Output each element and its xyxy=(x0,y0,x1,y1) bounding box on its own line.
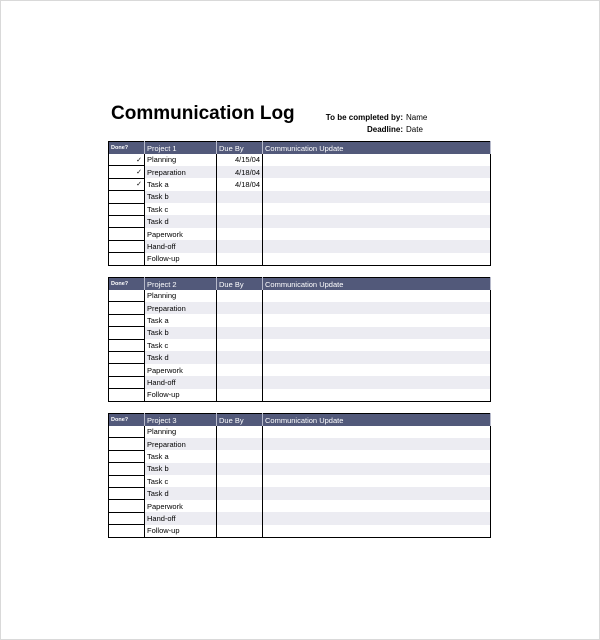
communication-update-column-header: Communication Update xyxy=(263,414,491,427)
communication-update-cell[interactable] xyxy=(263,178,491,190)
done-checkbox-cell[interactable] xyxy=(109,351,145,363)
table-row xyxy=(109,178,491,190)
project-name-header: Project 3 xyxy=(145,414,217,427)
communication-update-cell[interactable] xyxy=(263,426,491,438)
task-name-cell: Task d xyxy=(145,215,217,227)
due-date-cell[interactable] xyxy=(217,525,263,537)
done-checkbox-cell[interactable]: ✓ xyxy=(109,178,145,190)
table-row xyxy=(109,512,491,524)
table-row xyxy=(109,450,491,462)
done-checkbox-cell[interactable] xyxy=(109,450,145,462)
table-row xyxy=(109,302,491,314)
task-name-cell: Task a xyxy=(145,178,217,190)
due-date-cell[interactable] xyxy=(217,351,263,363)
due-date-cell[interactable] xyxy=(217,290,263,302)
communication-update-cell[interactable] xyxy=(263,240,491,252)
done-checkbox-cell[interactable] xyxy=(109,438,145,450)
communication-update-cell[interactable] xyxy=(263,215,491,227)
table-row xyxy=(109,215,491,227)
table-row xyxy=(109,290,491,302)
due-date-cell[interactable] xyxy=(217,512,263,524)
communication-update-cell[interactable] xyxy=(263,438,491,450)
done-checkbox-cell[interactable] xyxy=(109,487,145,499)
table-row xyxy=(109,191,491,203)
table-row xyxy=(109,228,491,240)
task-name-cell: Hand-off xyxy=(145,240,217,252)
done-checkbox-cell[interactable] xyxy=(109,327,145,339)
communication-update-cell[interactable] xyxy=(263,389,491,401)
done-checkbox-cell[interactable] xyxy=(109,302,145,314)
due-by-column-header: Due By xyxy=(217,414,263,427)
task-name-cell: Task b xyxy=(145,327,217,339)
communication-update-cell[interactable] xyxy=(263,314,491,326)
table-row xyxy=(109,327,491,339)
communication-update-cell[interactable] xyxy=(263,203,491,215)
done-checkbox-cell[interactable] xyxy=(109,389,145,401)
communication-update-column-header: Communication Update xyxy=(263,142,491,155)
done-checkbox-cell[interactable] xyxy=(109,364,145,376)
task-name-cell: Hand-off xyxy=(145,376,217,388)
task-name-cell: Hand-off xyxy=(145,512,217,524)
communication-update-cell[interactable] xyxy=(263,525,491,537)
due-date-cell[interactable] xyxy=(217,389,263,401)
due-date-cell[interactable] xyxy=(217,487,263,499)
table-row xyxy=(109,438,491,450)
communication-update-cell[interactable] xyxy=(263,450,491,462)
communication-update-cell[interactable] xyxy=(263,364,491,376)
done-checkbox-cell[interactable] xyxy=(109,203,145,215)
table-row xyxy=(109,376,491,388)
table-row xyxy=(109,463,491,475)
task-name-cell: Task b xyxy=(145,463,217,475)
table-row xyxy=(109,314,491,326)
due-date-cell[interactable] xyxy=(217,426,263,438)
done-checkbox-cell[interactable] xyxy=(109,290,145,302)
table-row xyxy=(109,339,491,351)
due-date-cell[interactable] xyxy=(217,215,263,227)
due-date-cell[interactable] xyxy=(217,228,263,240)
table-row xyxy=(109,500,491,512)
due-date-cell[interactable] xyxy=(217,253,263,265)
due-date-cell[interactable] xyxy=(217,314,263,326)
task-name-cell: Paperwork xyxy=(145,364,217,376)
table-row xyxy=(109,253,491,265)
communication-update-cell[interactable] xyxy=(263,487,491,499)
communication-update-cell[interactable] xyxy=(263,327,491,339)
task-name-cell: Task d xyxy=(145,487,217,499)
due-by-column-header: Due By xyxy=(217,278,263,291)
due-date-cell[interactable] xyxy=(217,376,263,388)
completed-by-label: To be completed by: xyxy=(325,113,403,122)
done-checkbox-cell[interactable]: ✓ xyxy=(109,166,145,178)
communication-update-cell[interactable] xyxy=(263,191,491,203)
task-name-cell: Task a xyxy=(145,450,217,462)
task-name-cell: Preparation xyxy=(145,438,217,450)
task-name-cell: Follow-up xyxy=(145,525,217,537)
task-name-cell: Preparation xyxy=(145,166,217,178)
done-checkbox-cell[interactable] xyxy=(109,314,145,326)
due-date-cell[interactable] xyxy=(217,191,263,203)
due-date-cell[interactable] xyxy=(217,327,263,339)
completed-by-line xyxy=(300,113,490,122)
communication-update-cell[interactable] xyxy=(263,512,491,524)
done-checkbox-cell[interactable] xyxy=(109,228,145,240)
task-name-cell: Preparation xyxy=(145,302,217,314)
task-name-cell: Task c xyxy=(145,475,217,487)
task-name-cell: Task d xyxy=(145,351,217,363)
deadline-label: Deadline: xyxy=(366,125,403,134)
task-name-cell: Follow-up xyxy=(145,253,217,265)
done-checkbox-cell[interactable] xyxy=(109,376,145,388)
due-date-cell[interactable] xyxy=(217,463,263,475)
page-title: Communication Log xyxy=(111,103,295,124)
project-table xyxy=(108,277,491,402)
done-checkbox-cell[interactable] xyxy=(109,191,145,203)
task-name-cell: Paperwork xyxy=(145,228,217,240)
communication-update-cell[interactable] xyxy=(263,154,491,166)
done-checkbox-cell[interactable] xyxy=(109,475,145,487)
table-row xyxy=(109,475,491,487)
done-checkbox-cell[interactable] xyxy=(109,215,145,227)
deadline-line xyxy=(300,125,490,134)
task-name-cell: Planning xyxy=(145,290,217,302)
table-header-row xyxy=(109,414,491,427)
task-name-cell: Task a xyxy=(145,314,217,326)
project-table xyxy=(108,141,491,266)
communication-update-cell[interactable] xyxy=(263,290,491,302)
table-row xyxy=(109,203,491,215)
table-row xyxy=(109,154,491,166)
table-header-row xyxy=(109,142,491,155)
project-table xyxy=(108,413,491,538)
table-header-row xyxy=(109,278,491,291)
communication-update-cell[interactable] xyxy=(263,228,491,240)
table-row xyxy=(109,240,491,252)
due-date-cell[interactable]: 4/15/04 xyxy=(217,154,263,166)
done-checkbox-cell[interactable] xyxy=(109,253,145,265)
task-name-cell: Task c xyxy=(145,339,217,351)
communication-update-cell[interactable] xyxy=(263,463,491,475)
due-by-column-header: Due By xyxy=(217,142,263,155)
communication-update-cell[interactable] xyxy=(263,253,491,265)
done-checkbox-cell[interactable] xyxy=(109,500,145,512)
task-name-cell: Paperwork xyxy=(145,500,217,512)
deadline-value[interactable]: Date xyxy=(406,125,423,134)
done-checkbox-cell[interactable]: ✓ xyxy=(109,154,145,166)
due-date-cell[interactable] xyxy=(217,450,263,462)
task-name-cell: Planning xyxy=(145,426,217,438)
communication-update-column-header: Communication Update xyxy=(263,278,491,291)
done-column-header: Done? xyxy=(109,142,145,155)
done-checkbox-cell[interactable] xyxy=(109,525,145,537)
due-date-cell[interactable]: 4/18/04 xyxy=(217,178,263,190)
table-row xyxy=(109,389,491,401)
communication-update-cell[interactable] xyxy=(263,376,491,388)
project-name-header: Project 2 xyxy=(145,278,217,291)
done-column-header: Done? xyxy=(109,278,145,291)
due-date-cell[interactable] xyxy=(217,339,263,351)
communication-update-cell[interactable] xyxy=(263,475,491,487)
due-date-cell[interactable] xyxy=(217,500,263,512)
due-date-cell[interactable] xyxy=(217,364,263,376)
due-date-cell[interactable] xyxy=(217,240,263,252)
task-name-cell: Task c xyxy=(145,203,217,215)
due-date-cell[interactable] xyxy=(217,475,263,487)
done-column-header: Done? xyxy=(109,414,145,427)
table-row xyxy=(109,351,491,363)
communication-update-cell[interactable] xyxy=(263,166,491,178)
due-date-cell[interactable] xyxy=(217,438,263,450)
done-checkbox-cell[interactable] xyxy=(109,512,145,524)
due-date-cell[interactable] xyxy=(217,203,263,215)
due-date-cell[interactable]: 4/18/04 xyxy=(217,166,263,178)
done-checkbox-cell[interactable] xyxy=(109,463,145,475)
done-checkbox-cell[interactable] xyxy=(109,240,145,252)
table-row xyxy=(109,525,491,537)
done-checkbox-cell[interactable] xyxy=(109,339,145,351)
done-checkbox-cell[interactable] xyxy=(109,426,145,438)
task-name-cell: Follow-up xyxy=(145,389,217,401)
task-name-cell: Task b xyxy=(145,191,217,203)
table-row xyxy=(109,166,491,178)
communication-update-cell[interactable] xyxy=(263,351,491,363)
table-row xyxy=(109,426,491,438)
communication-update-cell[interactable] xyxy=(263,500,491,512)
communication-update-cell[interactable] xyxy=(263,339,491,351)
completed-by-value[interactable]: Name xyxy=(406,113,428,122)
table-row xyxy=(109,364,491,376)
task-name-cell: Planning xyxy=(145,154,217,166)
due-date-cell[interactable] xyxy=(217,302,263,314)
communication-update-cell[interactable] xyxy=(263,302,491,314)
project-name-header: Project 1 xyxy=(145,142,217,155)
table-row xyxy=(109,487,491,499)
